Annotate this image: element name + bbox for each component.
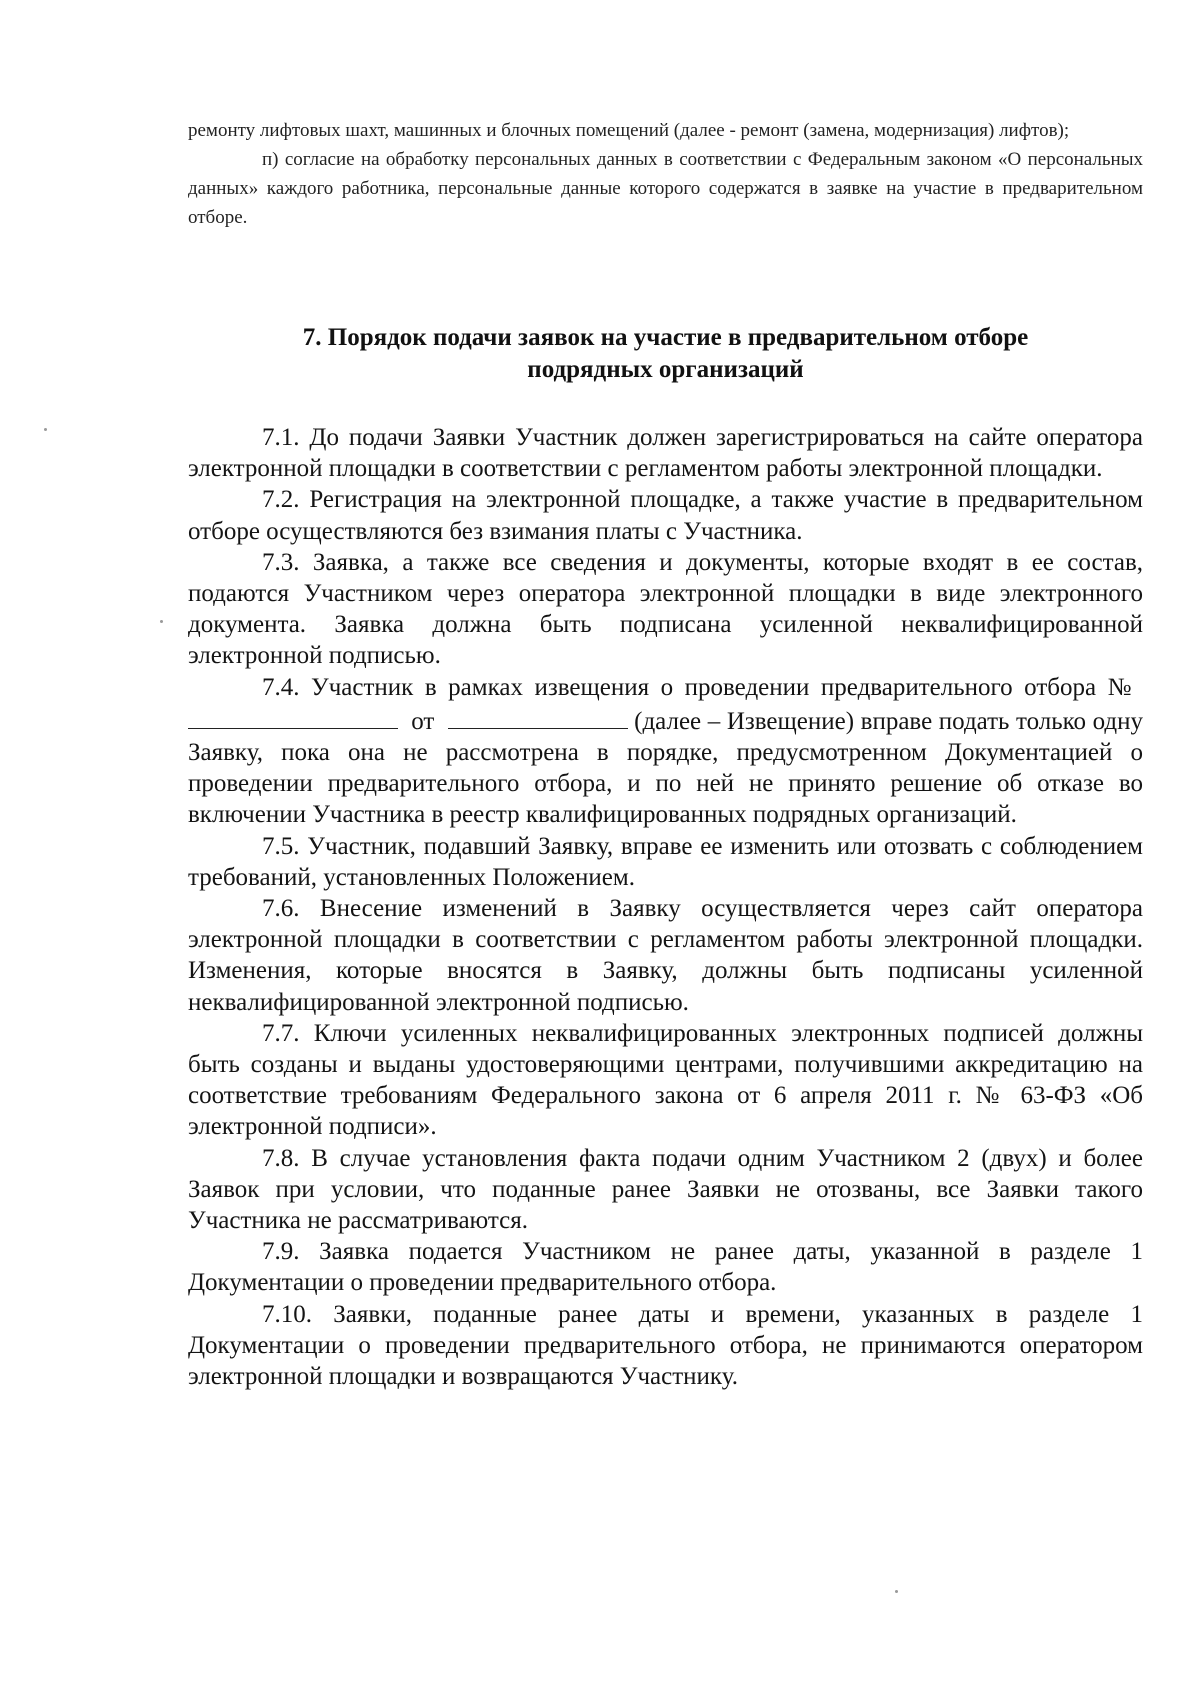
scan-speck xyxy=(160,620,163,623)
clause-7-4-rest: (далее – Извещение) вправе подать только одну Заявку, пока она не рассмотрена в порядке, предусмотренном Документацией о проведении предварительного отбора, и по ней не принято решение об отказе во включении Участника в реестр квалифицированных подрядных организаций. xyxy=(188,707,1144,829)
scan-speck xyxy=(44,428,47,431)
scan-speck xyxy=(895,1590,898,1593)
section-7-title xyxy=(188,322,1143,386)
clause-7-4-lead: 7.4. Участник в рамках извещения о проведении предварительного отбора № xyxy=(262,673,1137,701)
paragraph-lift-repair: ремонту лифтовых шахт, машинных и блочных помещений (далее - ремонт (замена, модернизация) лифтов); xyxy=(188,120,1070,141)
section-7-body xyxy=(188,422,1143,1392)
clause-7-5: 7.5. Участник, подавший Заявку, вправе ее изменить или отозвать с соблюдением требований, установленных Положением. xyxy=(188,832,1143,891)
notice-number-blank xyxy=(188,703,398,729)
previous-section-fragment xyxy=(188,116,1143,232)
section-title-line-2: подрядных организаций xyxy=(527,356,804,383)
paragraph-item-p: п) согласие на обработку персональных данных в соответствии с Федеральным законом «О персональных данных» каждого работника, персональные данные которого содержатся в заявке на участие в предварительном отборе. xyxy=(188,149,1143,228)
section-title-line-1: 7. Порядок подачи заявок на участие в предварительном отборе xyxy=(302,324,1029,351)
clause-7-10: 7.10. Заявки, поданные ранее даты и времени, указанных в разделе 1 Документации о проведении предварительного отбора, не принимаются оператором электронной площадки и возвращаются Участнику. xyxy=(188,1300,1143,1391)
clause-7-2: 7.2. Регистрация на электронной площадке, а также участие в предварительном отборе осуществляются без взимания платы с Участника. xyxy=(188,486,1143,545)
clause-7-7: 7.7. Ключи усиленных неквалифицированных электронных подписей должны быть созданы и выданы удостоверяющими центрами, получившими аккредитацию на соответствие требованиям Федерального закона от 6 апреля 2011 г. № 63-ФЗ «Об электронной подписи». xyxy=(188,1019,1143,1141)
clause-7-1: 7.1. До подачи Заявки Участник должен зарегистрироваться на сайте оператора электронной площадки в соответствии с регламентом работы электронной площадки. xyxy=(188,424,1143,483)
clause-7-8: 7.8. В случае установления факта подачи одним Участником 2 (двух) и более Заявок при условии, что поданные ранее Заявки не отозваны, все Заявки такого Участника не рассматриваются. xyxy=(188,1144,1143,1235)
clause-7-4 xyxy=(188,672,1143,831)
clause-7-9: 7.9. Заявка подается Участником не ранее даты, указанной в разделе 1 Документации о проведении предварительного отбора. xyxy=(188,1238,1143,1297)
clause-7-3: 7.3. Заявка, а также все сведения и документы, которые входят в ее состав, подаются Участником через оператора электронной площадки в виде электронного документа. Заявка должна быть подписана усиленной неквалифицированной электронной подписью. xyxy=(188,548,1143,670)
clause-7-6: 7.6. Внесение изменений в Заявку осуществляется через сайт оператора электронной площадки в соответствии с регламентом работы электронной площадки. Изменения, которые вносятся в Заявку, должны быть подписаны усиленной неквалифицированной электронной подписью. xyxy=(188,895,1143,1016)
clause-7-4-from: от xyxy=(411,707,435,735)
notice-date-blank xyxy=(448,703,628,729)
